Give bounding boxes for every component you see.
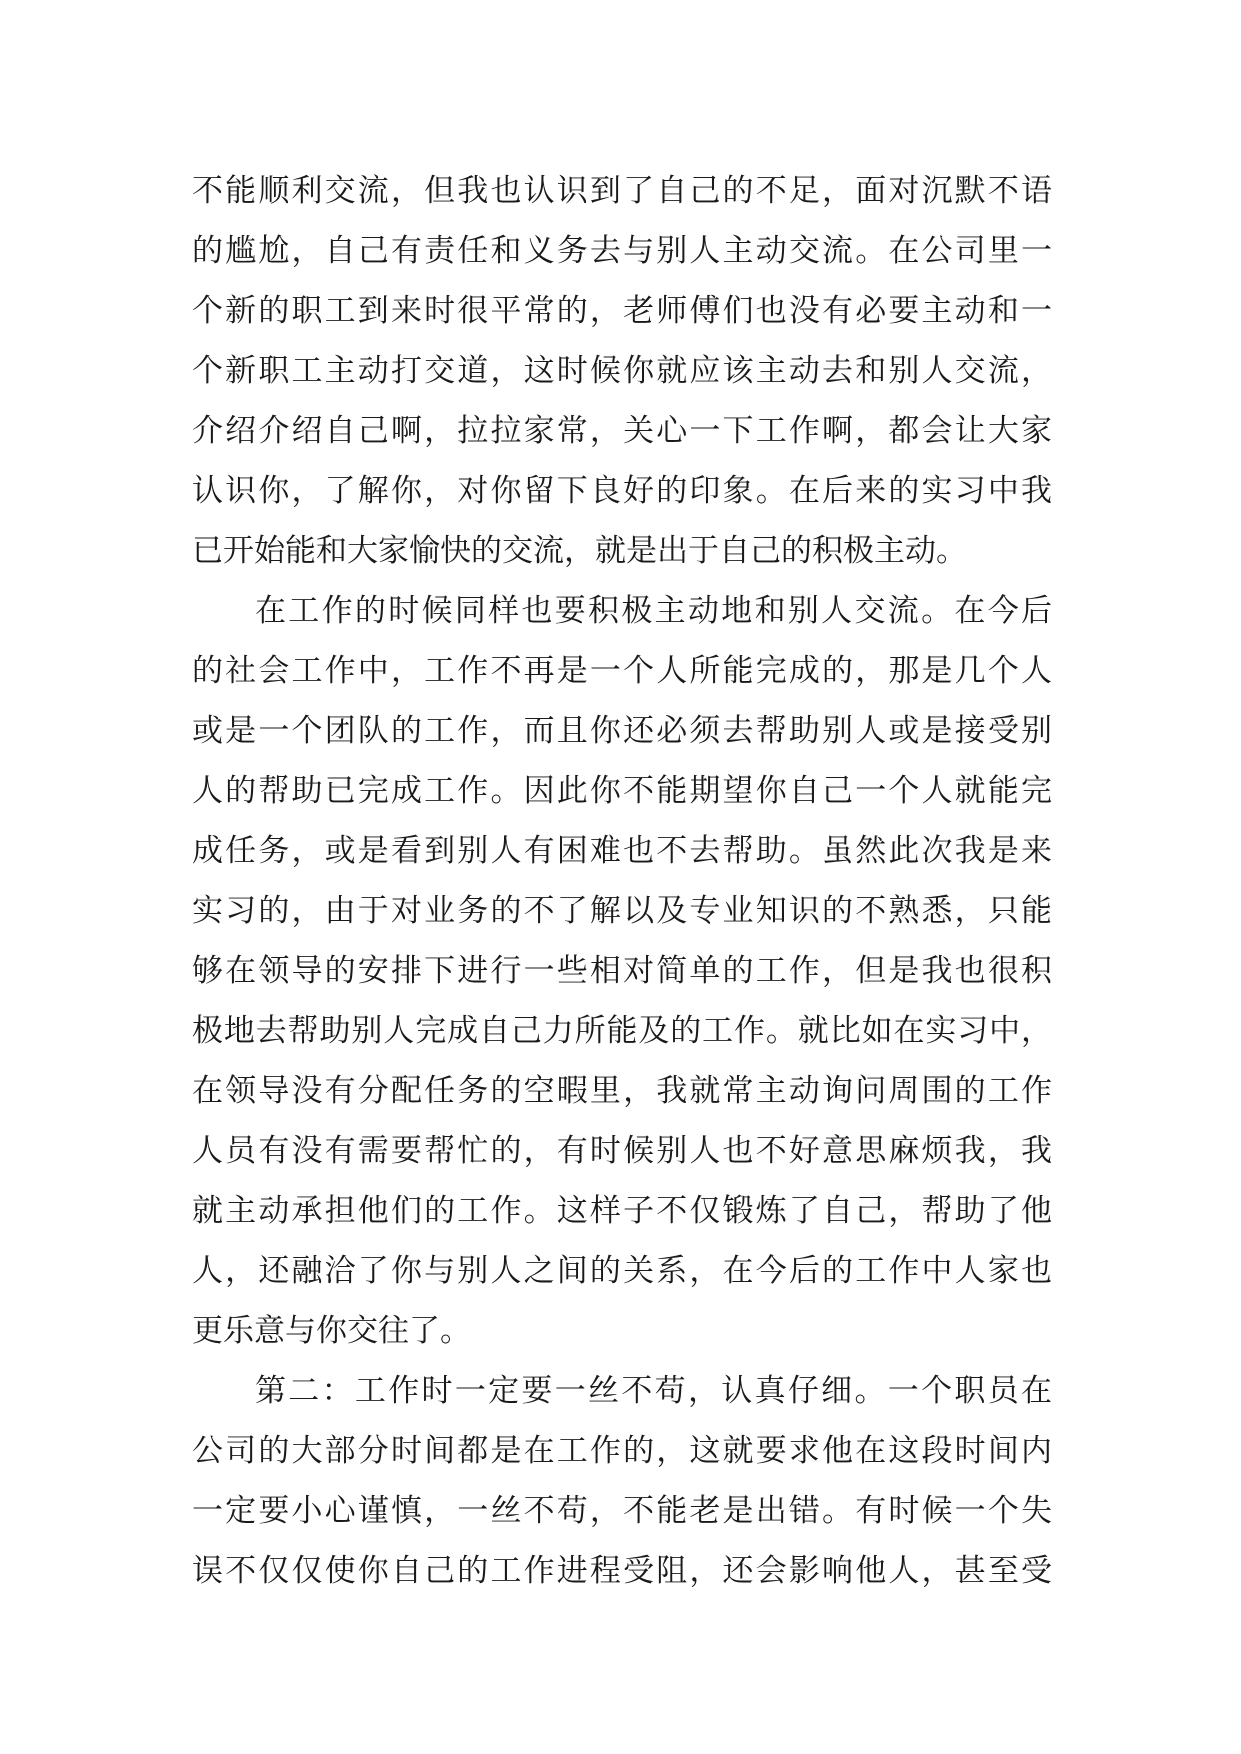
text-line: 成任务，或是看到别人有困难也不去帮助。虽然此次我是来 bbox=[192, 833, 1052, 869]
text-line: 的社会工作中，工作不再是一个人所能完成的，那是几个人 bbox=[192, 653, 1052, 689]
text-line: 就主动承担他们的工作。这样子不仅锻炼了自己，帮助了他 bbox=[192, 1193, 1052, 1229]
text-line: 不能顺利交流，但我也认识到了自己的不足，面对沉默不语 bbox=[192, 173, 1052, 209]
text-line: 认识你，了解你，对你留下良好的印象。在后来的实习中我 bbox=[192, 473, 1052, 509]
text-line: 更乐意与你交往了。 bbox=[192, 1313, 471, 1349]
text-line: 公司的大部分时间都是在工作的，这就要求他在这段时间内 bbox=[192, 1433, 1052, 1469]
text-line: 人员有没有需要帮忙的，有时候别人也不好意思麻烦我，我 bbox=[192, 1133, 1052, 1169]
text-line: 在领导没有分配任务的空暇里，我就常主动询问周围的工作 bbox=[192, 1073, 1052, 1109]
text-line: 在工作的时候同样也要积极主动地和别人交流。在今后 bbox=[255, 593, 1052, 629]
text-line: 已开始能和大家愉快的交流，就是出于自己的积极主动。 bbox=[192, 533, 967, 569]
text-line: 个新职工主动打交道，这时候你就应该主动去和别人交流， bbox=[192, 353, 1052, 389]
text-line: 的尴尬，自己有责任和义务去与别人主动交流。在公司里一 bbox=[192, 233, 1052, 269]
text-line: 实习的，由于对业务的不了解以及专业知识的不熟悉，只能 bbox=[192, 893, 1052, 929]
text-line: 一定要小心谨慎，一丝不苟，不能老是出错。有时候一个失 bbox=[192, 1493, 1052, 1529]
text-line: 人的帮助已完成工作。因此你不能期望你自己一个人就能完 bbox=[192, 773, 1052, 809]
text-line: 或是一个团队的工作，而且你还必须去帮助别人或是接受别 bbox=[192, 713, 1052, 749]
body-text bbox=[192, 161, 1052, 1601]
text-line: 人，还融洽了你与别人之间的关系，在今后的工作中人家也 bbox=[192, 1253, 1052, 1289]
text-line: 个新的职工到来时很平常的，老师傅们也没有必要主动和一 bbox=[192, 293, 1052, 329]
text-line: 极地去帮助别人完成自己力所能及的工作。就比如在实习中， bbox=[192, 1013, 1052, 1049]
text-line: 误不仅仅使你自己的工作进程受阻，还会影响他人，甚至受 bbox=[192, 1553, 1052, 1589]
text-line: 第二：工作时一定要一丝不苟，认真仔细。一个职员在 bbox=[255, 1373, 1052, 1409]
text-line: 够在领导的安排下进行一些相对简单的工作，但是我也很积 bbox=[192, 953, 1052, 989]
text-line: 介绍介绍自己啊，拉拉家常，关心一下工作啊，都会让大家 bbox=[192, 413, 1052, 449]
